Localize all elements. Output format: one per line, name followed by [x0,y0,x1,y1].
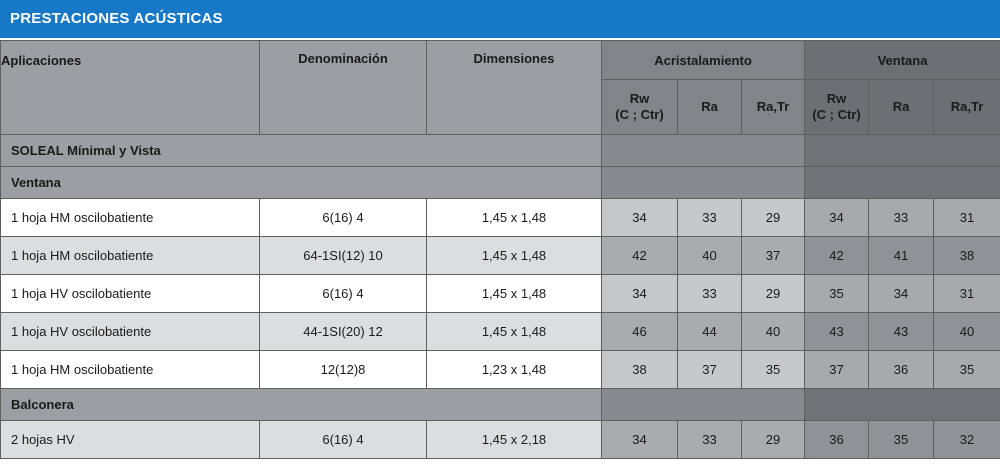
section-label: SOLEAL Mínimal y Vista [1,135,602,167]
cell-ventana-0: 34 [805,199,869,237]
cell-acristalamiento-2: 29 [742,421,805,459]
cell-acristalamiento-1: 40 [678,237,742,275]
cell-acristalamiento-2: 40 [742,313,805,351]
cell-ventana-1: 35 [869,421,934,459]
cell-denominacion: 44-1SI(20) 12 [260,313,427,351]
cell-dimensiones: 1,45 x 2,18 [427,421,602,459]
cell-ventana-1: 34 [869,275,934,313]
section-acristalamiento-fill [602,135,805,167]
cell-acristalamiento-0: 46 [602,313,678,351]
cell-dimensiones: 1,23 x 1,48 [427,351,602,389]
cell-aplicacion: 2 hojas HV [1,421,260,459]
section-row [1,135,1000,167]
cell-ventana-2: 35 [934,351,1000,389]
cell-ventana-0: 37 [805,351,869,389]
header-aplicaciones: Aplicaciones [1,41,260,135]
cell-ventana-2: 38 [934,237,1000,275]
cell-acristalamiento-2: 29 [742,275,805,313]
cell-ventana-1: 33 [869,199,934,237]
section-row [1,167,1000,199]
cell-denominacion: 6(16) 4 [260,275,427,313]
cell-acristalamiento-1: 33 [678,199,742,237]
cell-dimensiones: 1,45 x 1,48 [427,237,602,275]
cell-acristalamiento-0: 38 [602,351,678,389]
cell-acristalamiento-2: 37 [742,237,805,275]
header-acristalamiento: Acristalamiento [602,41,805,80]
cell-denominacion: 12(12)8 [260,351,427,389]
table-row [1,237,1000,275]
cell-aplicacion: 1 hoja HV oscilobatiente [1,313,260,351]
cell-acristalamiento-0: 34 [602,275,678,313]
cell-acristalamiento-0: 42 [602,237,678,275]
cell-aplicacion: 1 hoja HV oscilobatiente [1,275,260,313]
cell-aplicacion: 1 hoja HM oscilobatiente [1,237,260,275]
section-ventana-fill [805,135,1000,167]
cell-dimensiones: 1,45 x 1,48 [427,275,602,313]
subheader-ventana-0: Rw (C ; Ctr) [805,80,869,135]
cell-ventana-2: 31 [934,275,1000,313]
cell-acristalamiento-0: 34 [602,199,678,237]
cell-acristalamiento-1: 44 [678,313,742,351]
table-row [1,351,1000,389]
subheader-acristalamiento-0: Rw (C ; Ctr) [602,80,678,135]
section-acristalamiento-fill [602,167,805,199]
header-row [1,41,1000,80]
cell-aplicacion: 1 hoja HM oscilobatiente [1,199,260,237]
cell-ventana-2: 40 [934,313,1000,351]
table-row [1,275,1000,313]
cell-acristalamiento-2: 35 [742,351,805,389]
cell-ventana-2: 31 [934,199,1000,237]
cell-denominacion: 6(16) 4 [260,199,427,237]
table-title: PRESTACIONES ACÚSTICAS [0,0,1000,38]
subheader-acristalamiento-2: Ra,Tr [742,80,805,135]
cell-dimensiones: 1,45 x 1,48 [427,199,602,237]
cell-ventana-0: 36 [805,421,869,459]
section-label: Balconera [1,389,602,421]
cell-acristalamiento-0: 34 [602,421,678,459]
subheader-acristalamiento-1: Ra [678,80,742,135]
cell-denominacion: 6(16) 4 [260,421,427,459]
cell-ventana-0: 42 [805,237,869,275]
cell-denominacion: 64-1SI(12) 10 [260,237,427,275]
cell-ventana-1: 36 [869,351,934,389]
section-acristalamiento-fill [602,389,805,421]
header-denominacion: Denominación [260,41,427,135]
section-ventana-fill [805,167,1000,199]
cell-ventana-1: 43 [869,313,934,351]
cell-ventana-1: 41 [869,237,934,275]
cell-acristalamiento-2: 29 [742,199,805,237]
table-row [1,199,1000,237]
subheader-ventana-2: Ra,Tr [934,80,1000,135]
table-row [1,313,1000,351]
cell-aplicacion: 1 hoja HM oscilobatiente [1,351,260,389]
section-label: Ventana [1,167,602,199]
subheader-ventana-1: Ra [869,80,934,135]
table-row [1,421,1000,459]
section-row [1,389,1000,421]
header-dimensiones: Dimensiones [427,41,602,135]
cell-ventana-2: 32 [934,421,1000,459]
cell-ventana-0: 43 [805,313,869,351]
cell-dimensiones: 1,45 x 1,48 [427,313,602,351]
cell-acristalamiento-1: 33 [678,275,742,313]
cell-ventana-0: 35 [805,275,869,313]
cell-acristalamiento-1: 33 [678,421,742,459]
header-ventana: Ventana [805,41,1000,80]
cell-acristalamiento-1: 37 [678,351,742,389]
section-ventana-fill [805,389,1000,421]
acoustic-table [0,40,1000,459]
